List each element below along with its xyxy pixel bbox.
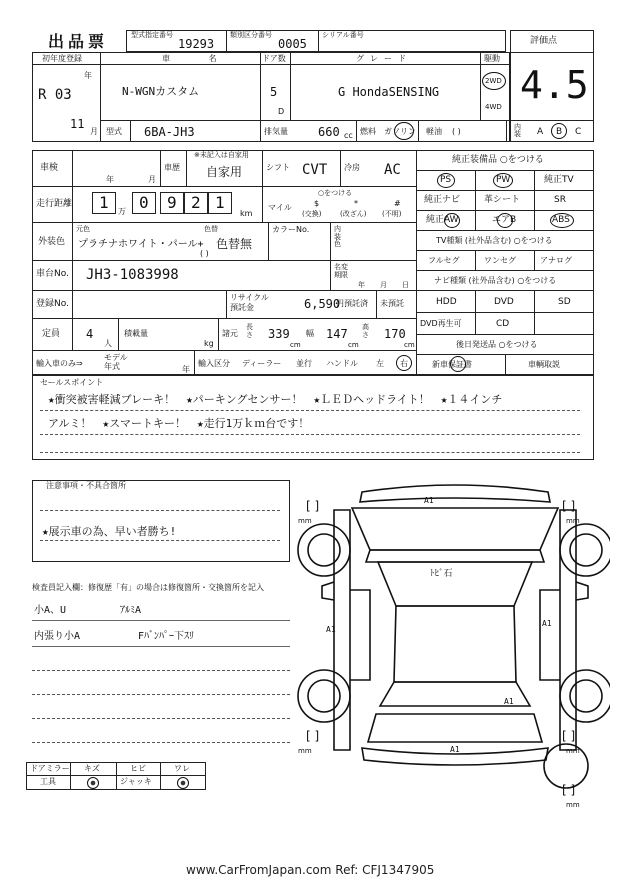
opt-exchange-symbol: $ — [314, 199, 320, 208]
height-unit: cm — [404, 341, 415, 349]
first-reg-label: 初年度登録 — [42, 54, 82, 63]
opt-unknown-symbol: # — [394, 199, 401, 208]
shaken-label: 車検 — [40, 163, 59, 173]
fuel-gasoline-circle — [394, 122, 414, 140]
later-warranty: 新車保証書 — [432, 360, 472, 369]
mileage-digit-5: 1 — [215, 193, 225, 212]
color-change-label: 色替 — [204, 225, 218, 233]
length-label: 長さ — [246, 323, 253, 339]
drive-label: 駆動 — [484, 54, 500, 63]
displacement-label: 排気量 — [264, 127, 288, 136]
later-manual: 車輌取説 — [528, 360, 560, 369]
legend-jack-mark — [177, 777, 189, 789]
nav-hdd: HDD — [436, 297, 457, 307]
import-type-label: 輸入区分 — [198, 359, 230, 368]
handle-label: ハンドル — [326, 359, 358, 368]
reg-no-label: 登録No. — [36, 299, 69, 309]
damage-rear-right: A1 — [504, 697, 514, 706]
model-value: 6BA-JH3 — [144, 125, 195, 139]
form-title: 出品票 — [48, 32, 109, 51]
legend-tools: 工具 — [40, 777, 56, 786]
interior-label: 内装 — [514, 123, 521, 138]
equip-aw-circle — [444, 213, 460, 228]
inspector-note-2a: 内張り小A — [34, 631, 81, 642]
equip-ps: PS — [440, 175, 452, 185]
drive-2wd: 2WD — [485, 77, 502, 85]
class-number-value: 0005 — [278, 37, 307, 51]
tv-fullseg: フルセグ — [428, 256, 460, 265]
tread-spare-unit: mm — [566, 801, 580, 809]
interior-b: B — [556, 127, 563, 137]
width-value: 147 — [326, 327, 348, 341]
displacement-value: 660 — [318, 125, 340, 139]
model-year-label: モデル年式 — [104, 353, 128, 371]
shift-value: CVT — [302, 162, 328, 178]
fuel-label: 燃料 — [360, 127, 376, 136]
import-label: 輸入車のみ⇒ — [36, 359, 83, 368]
recycle-label: リサイクル預託金 — [230, 293, 269, 312]
nav-cd: CD — [496, 319, 510, 329]
width-label: 幅 — [306, 329, 314, 338]
damage-windshield: ﾄﾋﾞ石 — [430, 569, 453, 579]
legend-tools-mark — [87, 777, 99, 789]
first-reg-year: R 03 — [38, 87, 72, 103]
grade-value: G HondaSENSING — [338, 85, 440, 99]
chassis-label: 車台No. — [36, 269, 69, 279]
load-label: 積載量 — [124, 329, 148, 338]
footer-reference: www.CarFromJapan.com Ref: CFJ1347905 — [186, 863, 435, 877]
class-number-label: 類別区分番号 — [230, 31, 272, 39]
name-change-label: 名変期限 — [334, 263, 348, 279]
damage-right-side: A1 — [542, 619, 552, 628]
notes-line-1: ★展示車の為、早い者勝ち! — [42, 525, 177, 538]
mileage-digit-3: 9 — [167, 193, 177, 212]
nav-header: ナビ種類 (社外品含む) ○をつける — [434, 276, 557, 285]
height-value: 170 — [384, 327, 406, 341]
capacity-value: 4 — [86, 327, 94, 341]
handle-right: 右 — [400, 359, 408, 368]
mileage-digit-4: 2 — [191, 193, 201, 212]
mileage-man-unit: 万 — [118, 207, 126, 216]
equip-abs-circle — [550, 213, 574, 228]
approval-number-label: 型式指定番号 — [131, 31, 173, 39]
interior-b-circle — [551, 123, 567, 139]
car-name-value: N-WGNカスタム — [122, 85, 200, 98]
shift-label: シフト — [266, 163, 290, 172]
width-unit: cm — [348, 341, 359, 349]
capacity-unit: 人 — [104, 339, 112, 348]
inspector-note-1a: 小A、U — [34, 605, 67, 616]
notes-label: 注意事項・不具合箇所 — [46, 481, 126, 490]
car-damage-diagram — [290, 470, 610, 820]
color-change-value: 色替無 — [216, 237, 253, 251]
model-year-unit: 年 — [182, 365, 190, 374]
damage-front-bumper: A1 — [424, 496, 434, 505]
sales-line-1: ★衝突被害軽減ブレーキ！ ★パーキングセンサー！ ★ＬＥＤヘッドライト！ ★１４インチ — [48, 393, 503, 406]
ac-label: 冷房 — [344, 163, 360, 172]
load-unit: kg — [204, 339, 214, 348]
approval-number-value: 19293 — [178, 37, 215, 51]
capacity-label: 定員 — [42, 329, 61, 339]
tread-rl-unit: mm — [298, 747, 312, 755]
ac-value: AC — [384, 162, 401, 178]
equip-navi: 純正ナビ — [424, 195, 461, 205]
sales-label: セールスポイント — [40, 378, 104, 387]
legend-crack: ヒビ — [130, 764, 146, 773]
color-change-paren: ( ) — [200, 249, 209, 258]
mileage-km-unit: km — [240, 209, 253, 218]
handle-right-circle — [396, 355, 412, 371]
length-value: 339 — [268, 327, 290, 341]
doors-label: ドア数 — [262, 54, 286, 63]
tread-rr-unit: mm — [566, 747, 580, 755]
orig-color-value: プラチナホワイト・パール+ — [78, 239, 204, 250]
fuel-diesel: 軽油 — [426, 127, 442, 136]
equipment-header: 純正装備品 ○をつける — [452, 155, 544, 165]
inspector-note-1b: ｱﾙﾐA — [120, 605, 142, 616]
use-label: 車歴 — [164, 163, 180, 172]
interior-color-label: 内装色 — [334, 225, 341, 249]
spec-label: 諸元 — [222, 329, 238, 338]
use-value: 自家用 — [206, 165, 243, 179]
opt-unknown: (不明) — [382, 210, 402, 218]
fuel-other: ( ) — [452, 127, 461, 136]
legend-scratch: キズ — [84, 764, 100, 773]
opt-exchange: (交換) — [302, 210, 322, 218]
handle-left: 左 — [376, 359, 384, 368]
inspector-label: 検査員記入欄：修復歴「有」の場合は修復箇所・交換箇所を記入 — [32, 583, 264, 592]
rating-label: 評価点 — [530, 36, 558, 46]
height-label: 高さ — [362, 323, 369, 339]
grade-label: グレード — [356, 54, 412, 63]
length-unit: cm — [290, 341, 301, 349]
tv-analog: アナログ — [540, 256, 572, 265]
inspector-note-2b: Fﾊﾞﾝﾊﾟｰ下ｽﾘ — [138, 631, 195, 642]
doors-suffix: D — [278, 107, 285, 116]
mileage-digit-1: 1 — [99, 193, 109, 212]
drive-4wd: 4WD — [485, 103, 502, 111]
import-parallel: 並行 — [296, 359, 312, 368]
color-no-label: カラーNo. — [272, 225, 310, 234]
import-dealer: ディーラー — [242, 359, 282, 368]
tv-oneseg: ワンセグ — [484, 256, 516, 265]
mileage-label: 走行距離 — [36, 199, 73, 209]
equip-airbag-circle — [497, 213, 513, 228]
interior-a: A — [537, 127, 544, 137]
tread-fr-bracket: [ ] — [562, 499, 576, 513]
tread-spare-bracket: [ ] — [562, 783, 576, 797]
tread-fr-unit: mm — [566, 517, 580, 525]
orig-color-label: 元色 — [76, 225, 90, 233]
tread-fl-bracket: [ ] — [306, 499, 320, 513]
mileage-choose-note: ○をつける — [318, 189, 353, 197]
notes-box — [32, 480, 290, 562]
tread-fl-unit: mm — [298, 517, 312, 525]
legend-break: ワレ — [174, 764, 190, 773]
car-name-label: 車 名 — [162, 54, 235, 63]
tv-header: TV種類 (社外品含む) ○をつける — [436, 236, 553, 245]
exterior-color-label: 外装色 — [38, 237, 66, 247]
equip-aw: 純正AW — [426, 215, 459, 225]
recycle-value: 6,590 — [304, 297, 341, 311]
recycle-unit: 円預託済 — [336, 299, 368, 308]
name-change-year: 年 — [358, 281, 365, 289]
chassis-value: JH3-1083998 — [86, 267, 179, 283]
recycle-not: 未預託 — [380, 299, 404, 308]
legend-jack: ジャッキ — [120, 777, 152, 786]
serial-number-label: シリアル番号 — [322, 31, 364, 39]
rating-value: 4.5 — [520, 63, 589, 107]
equip-tv: 純正TV — [544, 175, 574, 185]
sales-line-2: アルミ！ ★スマートキー！ ★走行1万ｋｍ台です！ — [48, 417, 310, 430]
nav-dvd: DVD — [494, 297, 514, 307]
opt-tampered-symbol: * — [354, 199, 358, 208]
shaken-month-unit: 月 — [148, 175, 156, 184]
name-change-day: 日 — [402, 281, 409, 289]
later-warranty-circle — [450, 356, 466, 372]
equip-airbag: エアB — [492, 215, 517, 225]
equip-ps-circle — [437, 173, 455, 188]
equip-leather: 革シート — [484, 195, 521, 205]
interior-c: C — [575, 127, 582, 137]
damage-left-side: A1 — [326, 625, 336, 634]
nav-sd: SD — [558, 297, 571, 307]
displacement-unit: cc — [344, 131, 353, 140]
later-header: 後日発送品 ○をつける — [456, 340, 538, 349]
model-label: 型式 — [106, 127, 122, 136]
fuel-gasoline: ガソリン — [384, 127, 416, 136]
first-reg-month: 11 — [70, 117, 85, 131]
doors-value: 5 — [270, 85, 278, 99]
first-reg-year-unit: 年 — [84, 71, 92, 80]
name-change-month: 月 — [380, 281, 387, 289]
use-note: ※未記入は自家用 — [194, 151, 249, 159]
first-reg-month-unit: 月 — [90, 127, 98, 136]
mileage-digit-2: 0 — [139, 193, 149, 212]
equip-pw-circle — [493, 173, 513, 188]
opt-tampered: (改ざん) — [340, 210, 367, 218]
legend-doormirror: ドアミラー — [30, 764, 70, 773]
mile-label: マイル — [268, 203, 292, 212]
shaken-year-unit: 年 — [106, 175, 114, 184]
tread-rl-bracket: [ ] — [306, 729, 320, 743]
equip-abs: ABS — [552, 215, 570, 225]
equip-pw: PW — [496, 175, 511, 185]
nav-dvd-play: DVD再生可 — [420, 319, 462, 328]
tread-rr-bracket: [ ] — [562, 729, 576, 743]
equip-sr: SR — [554, 195, 566, 205]
damage-rear-bumper: A1 — [450, 745, 460, 754]
